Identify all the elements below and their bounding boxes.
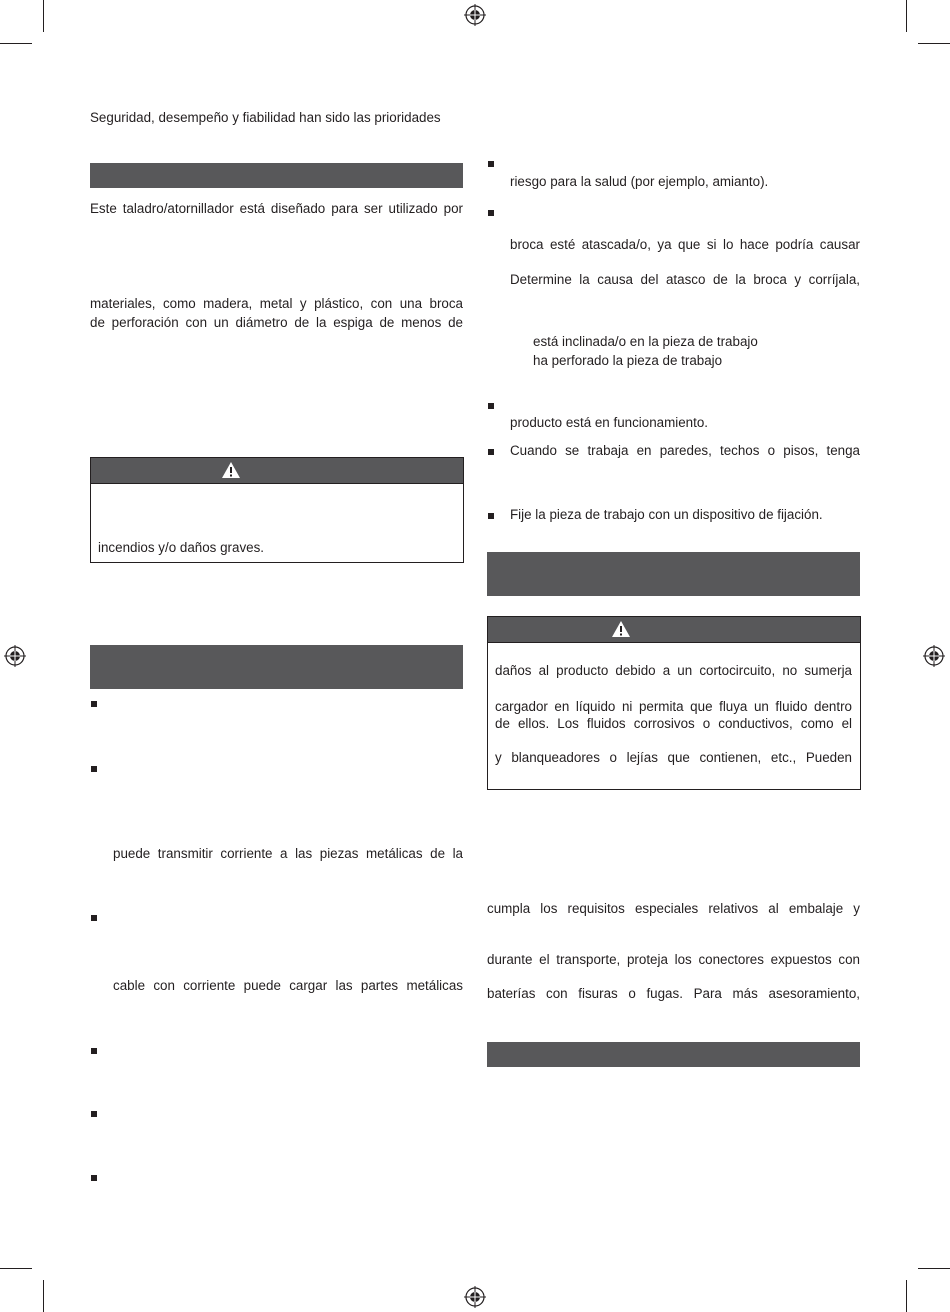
safety-bullet-text: riesgo para la salud (por ejemplo, amianto). xyxy=(510,174,769,189)
safety-bullet-text: Fije la pieza de trabajo con un dispositivo de fijación. xyxy=(510,507,823,522)
safety-bullet-text: puede transmitir corriente a las piezas metálicas de la xyxy=(113,846,463,861)
intended-use-text: materiales, como madera, metal y plástico, con una broca xyxy=(90,296,463,311)
warning-text: de ellos. Los fluidos corrosivos o conductivos, como el xyxy=(495,716,852,731)
crop-mark xyxy=(906,1280,907,1312)
square-bullet xyxy=(488,161,494,167)
safety-bullet-text: Cuando se trabaja en paredes, techos o pisos, tenga xyxy=(510,443,860,458)
square-bullet xyxy=(91,1111,97,1117)
square-bullet xyxy=(488,403,494,409)
section-heading-bar xyxy=(90,163,463,188)
crop-mark xyxy=(906,0,907,32)
safety-bullet-text: broca esté atascada/o, ya que si lo hace podría causar xyxy=(510,237,860,252)
crop-mark xyxy=(918,1268,950,1269)
crop-mark xyxy=(0,43,32,44)
square-bullet xyxy=(91,766,97,772)
warning-box xyxy=(90,457,464,563)
registration-mark-icon xyxy=(464,4,486,26)
crop-mark xyxy=(918,43,950,44)
intended-use-text: de perforación con un diámetro de la espiga de menos de xyxy=(90,315,463,330)
warning-text: incendios y/o daños graves. xyxy=(98,540,264,555)
square-bullet xyxy=(91,701,97,707)
safety-bullet-text: cable con corriente puede cargar las partes metálicas xyxy=(113,978,463,993)
registration-mark-icon xyxy=(923,645,945,667)
section-heading-bar xyxy=(90,645,463,689)
warning-header xyxy=(488,617,860,643)
warning-header xyxy=(91,458,463,484)
warning-triangle-icon xyxy=(221,461,241,479)
square-bullet xyxy=(488,449,494,455)
intro-text: Seguridad, desempeño y fiabilidad han sido las prioridades xyxy=(90,110,441,125)
safety-subitem-text: ha perforado la pieza de trabajo xyxy=(533,353,723,368)
square-bullet xyxy=(91,1048,97,1054)
transport-text: baterías con fisuras o fugas. Para más asesoramiento, xyxy=(487,986,860,1001)
crop-mark xyxy=(43,0,44,32)
registration-mark-icon xyxy=(464,1286,486,1308)
square-bullet xyxy=(91,915,97,921)
safety-bullet-text: producto está en funcionamiento. xyxy=(510,415,709,430)
square-bullet xyxy=(91,1175,97,1181)
warning-box xyxy=(487,616,861,790)
section-heading-bar xyxy=(487,1042,860,1067)
section-heading-bar xyxy=(487,552,860,596)
crop-mark xyxy=(43,1280,44,1312)
intended-use-text: Este taladro/atornillador está diseñado para ser utilizado por xyxy=(90,201,463,216)
square-bullet xyxy=(488,210,494,216)
warning-text: daños al producto debido a un cortocircuito, no sumerja xyxy=(495,663,852,678)
warning-triangle-icon xyxy=(611,620,631,638)
warning-text: cargador en líquido ni permita que fluya un fluido dentro xyxy=(495,699,852,714)
safety-bullet-text: Determine la causa del atasco de la broca y corríjala, xyxy=(510,272,860,287)
transport-text: durante el transporte, proteja los conectores expuestos con xyxy=(487,952,860,967)
safety-subitem-text: está inclinada/o en la pieza de trabajo xyxy=(533,334,758,349)
transport-text: cumpla los requisitos especiales relativos al embalaje y xyxy=(487,901,860,916)
registration-mark-icon xyxy=(4,645,26,667)
warning-text: y blanqueadores o lejías que contienen, etc., Pueden xyxy=(495,750,852,765)
crop-mark xyxy=(0,1268,32,1269)
square-bullet xyxy=(488,513,494,519)
